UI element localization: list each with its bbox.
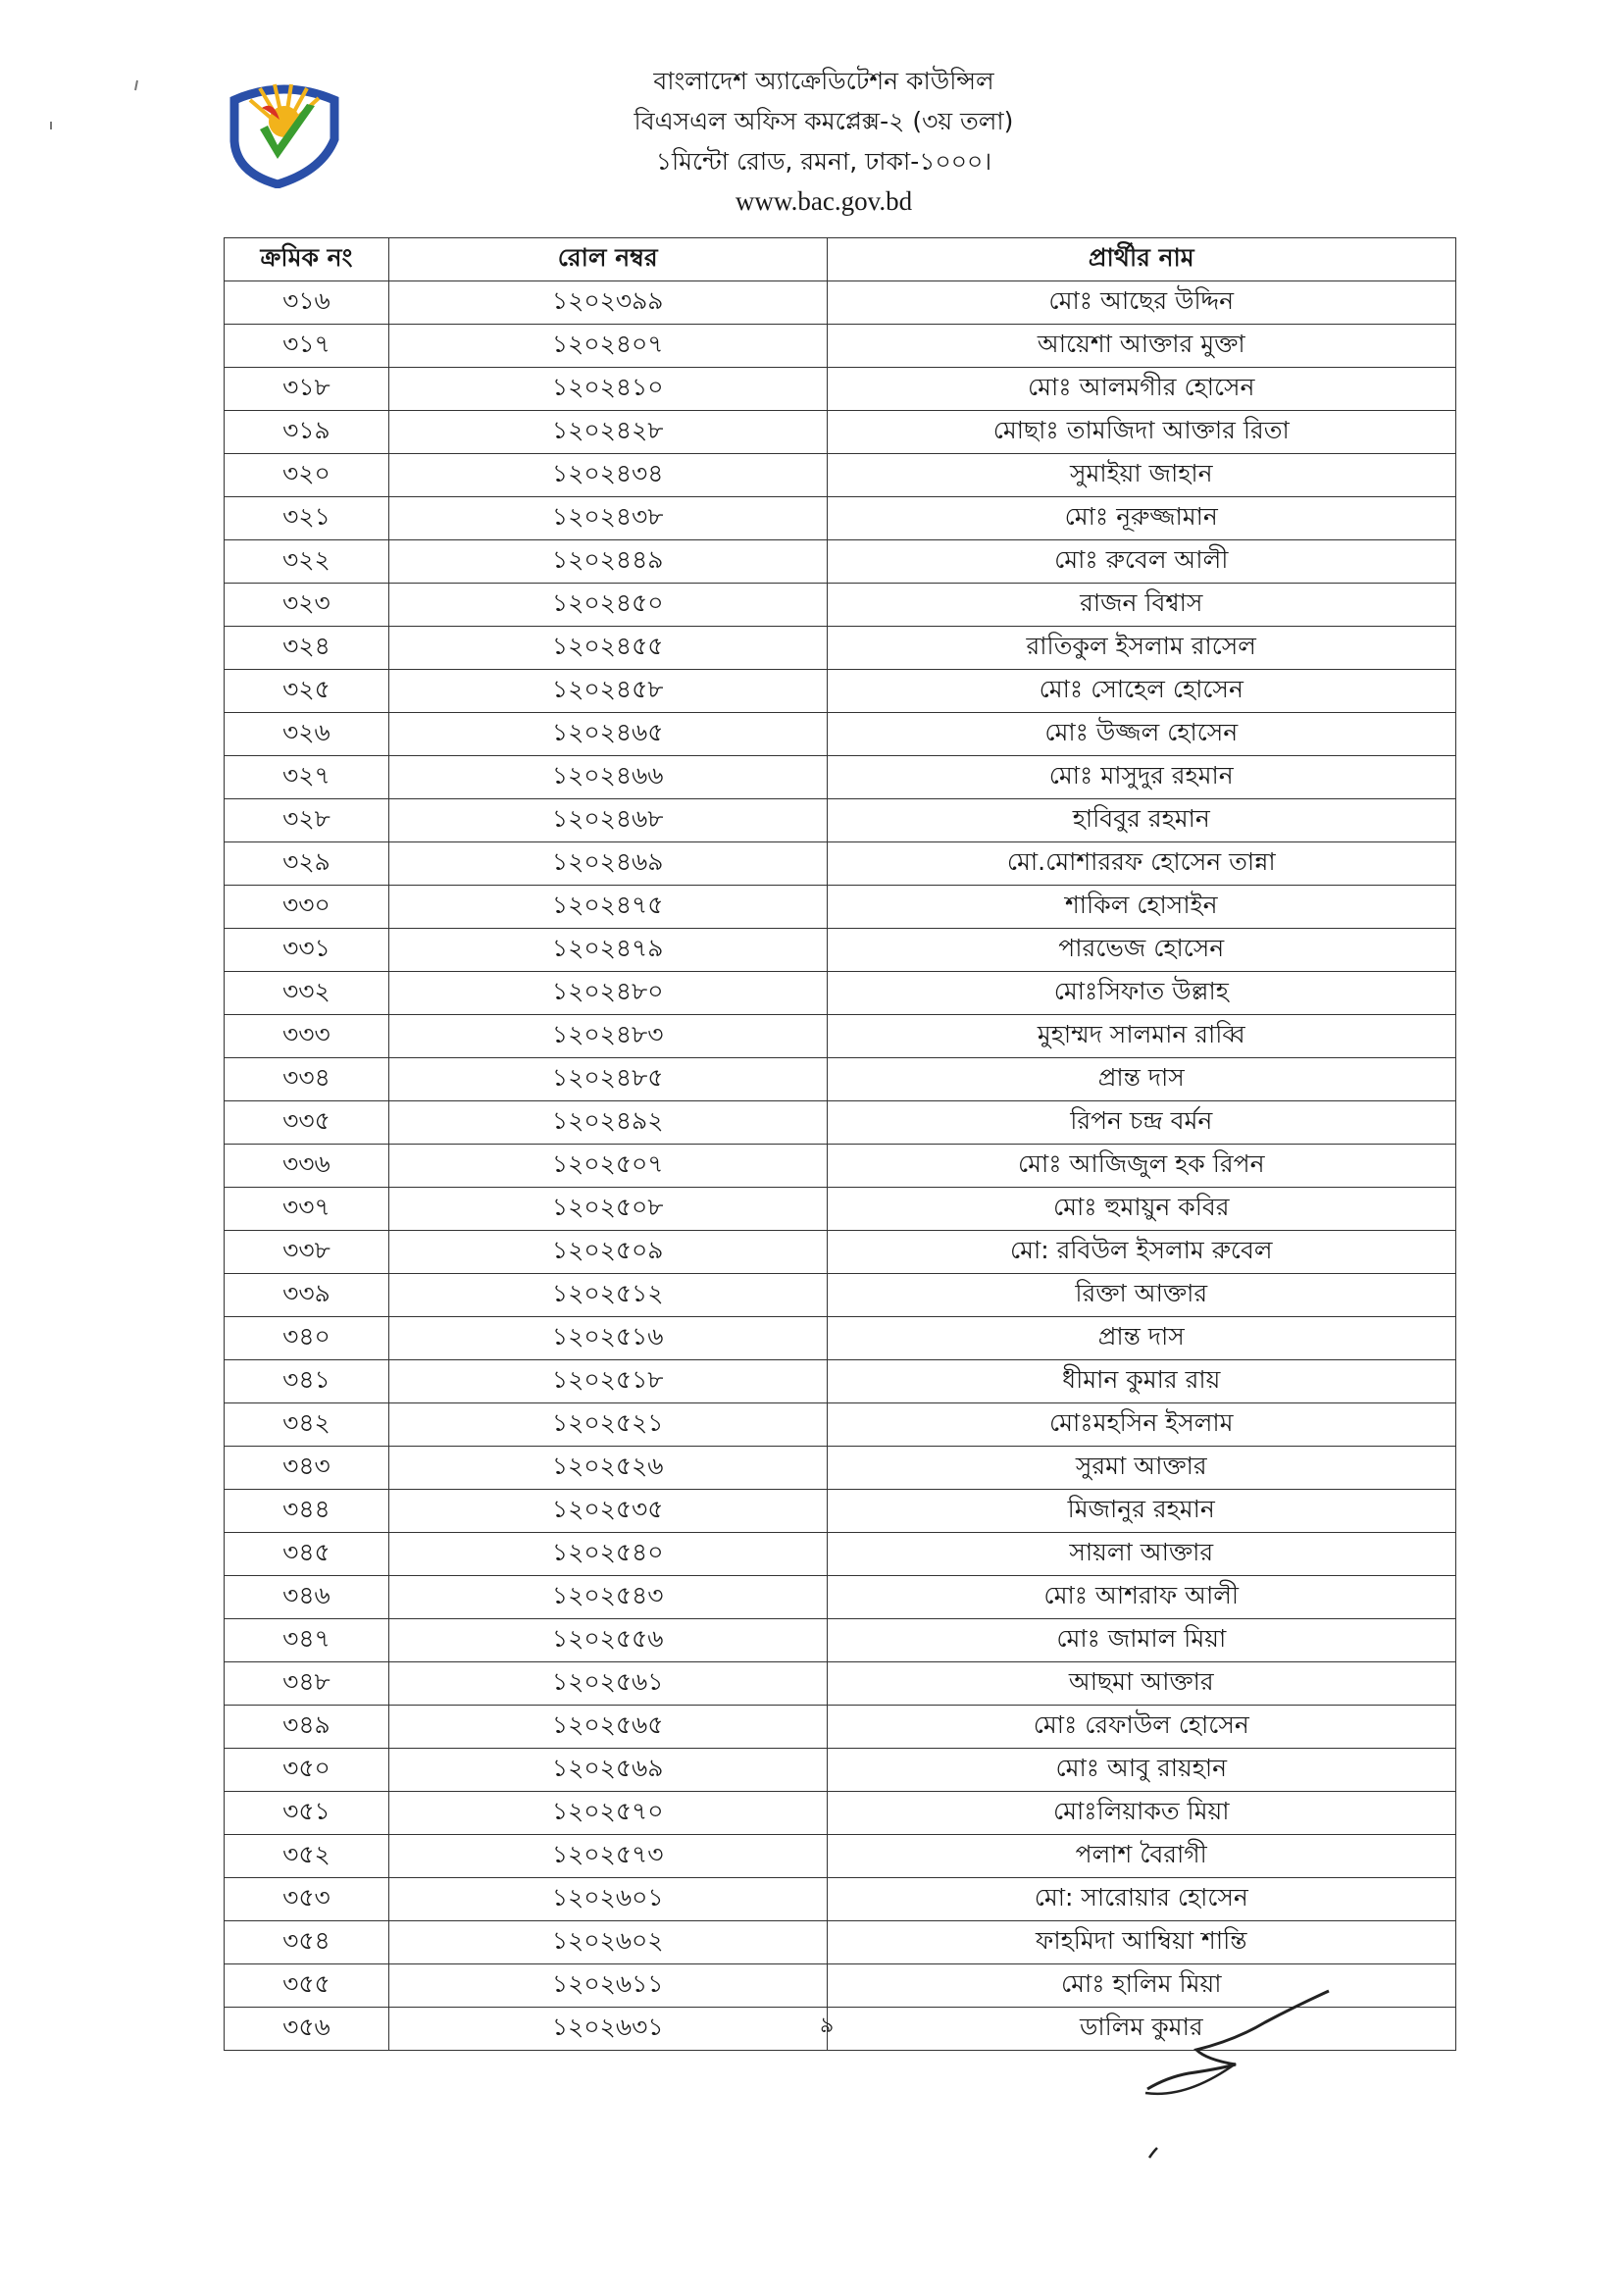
cell-serial: ৩৫১ xyxy=(225,1792,389,1835)
cell-roll: ১২০২৩৯৯ xyxy=(388,281,827,325)
cell-serial: ৩৩৩ xyxy=(225,1015,389,1058)
cell-roll: ১২০২৫৪০ xyxy=(388,1533,827,1576)
cell-serial: ৩৫০ xyxy=(225,1749,389,1792)
cell-candidate-name: পারভেজ হোসেন xyxy=(827,929,1455,972)
cell-serial: ৩৪০ xyxy=(225,1317,389,1360)
cell-candidate-name: রিপন চন্দ্র বর্মন xyxy=(827,1101,1455,1145)
cell-roll: ১২০২৪৩৪ xyxy=(388,454,827,497)
cell-roll: ১২০২৬০১ xyxy=(388,1878,827,1921)
cell-roll: ১২০২৪৬৫ xyxy=(388,713,827,756)
cell-serial: ৩৪১ xyxy=(225,1360,389,1403)
cell-serial: ৩২৪ xyxy=(225,627,389,670)
page-number: ৯ xyxy=(820,2014,835,2038)
cell-roll: ১২০২৪৭৫ xyxy=(388,886,827,929)
cell-serial: ৩২০ xyxy=(225,454,389,497)
cell-serial: ৩৪২ xyxy=(225,1403,389,1447)
cell-roll: ১২০২৪৫০ xyxy=(388,584,827,627)
cell-candidate-name: মোঃলিয়াকত মিয়া xyxy=(827,1792,1455,1835)
cell-roll: ১২০২৫০৭ xyxy=(388,1145,827,1188)
cell-roll: ১২০২৫৩৫ xyxy=(388,1490,827,1533)
cell-candidate-name: মোঃ নূরুজ্জামান xyxy=(827,497,1455,540)
cell-serial: ৩২৫ xyxy=(225,670,389,713)
cell-serial: ৩৪৮ xyxy=(225,1662,389,1706)
cell-roll: ১২০২৬১১ xyxy=(388,1964,827,2008)
cell-roll: ১২০২৪৮৩ xyxy=(388,1015,827,1058)
cell-serial: ৩৩০ xyxy=(225,886,389,929)
cell-candidate-name: মোঃ আছের উদ্দিন xyxy=(827,281,1455,325)
cell-candidate-name: রাতিকুল ইসলাম রাসেল xyxy=(827,627,1455,670)
cell-serial: ৩৪৭ xyxy=(225,1619,389,1662)
cell-candidate-name: প্রান্ত দাস xyxy=(827,1058,1455,1101)
cell-roll: ১২০২৫৭০ xyxy=(388,1792,827,1835)
cell-roll: ১২০২৪৪৯ xyxy=(388,540,827,584)
cell-roll: ১২০২৬০২ xyxy=(388,1921,827,1964)
cell-roll: ১২০২৫০৯ xyxy=(388,1231,827,1274)
cell-serial: ৩৫৬ xyxy=(225,2008,389,2051)
cell-candidate-name: আছমা আক্তার xyxy=(827,1662,1455,1706)
cell-serial: ৩৩৮ xyxy=(225,1231,389,1274)
cell-serial: ৩১৮ xyxy=(225,368,389,411)
cell-candidate-name: মো: রবিউল ইসলাম রুবেল xyxy=(827,1231,1455,1274)
cell-candidate-name: মোঃ মাসুদুর রহমান xyxy=(827,756,1455,799)
cell-candidate-name: মোঃ রুবেল আলী xyxy=(827,540,1455,584)
cell-candidate-name: মোঃ উজ্জল হোসেন xyxy=(827,713,1455,756)
cell-roll: ১২০২৫২১ xyxy=(388,1403,827,1447)
cell-roll: ১২০২৫৬৯ xyxy=(388,1749,827,1792)
cell-serial: ৩৫২ xyxy=(225,1835,389,1878)
cell-serial: ৩৫৩ xyxy=(225,1878,389,1921)
header-name: প্রার্থীর নাম xyxy=(827,238,1455,281)
cell-serial: ৩২৬ xyxy=(225,713,389,756)
cell-roll: ১২০২৪৮৫ xyxy=(388,1058,827,1101)
cell-candidate-name: মোঃ আবু রায়হান xyxy=(827,1749,1455,1792)
cell-roll: ১২০২৫১৮ xyxy=(388,1360,827,1403)
cell-roll: ১২০২৫৭৩ xyxy=(388,1835,827,1878)
website: www.bac.gov.bd xyxy=(735,186,913,216)
address-line-2: ১মিন্টো রোড, রমনা, ঢাকা-১০০০। xyxy=(655,147,992,176)
cell-roll: ১২০২৫৫৬ xyxy=(388,1619,827,1662)
cell-candidate-name: প্রান্ত দাস xyxy=(827,1317,1455,1360)
cell-serial: ৩৪৫ xyxy=(225,1533,389,1576)
cell-roll: ১২০২৪৯২ xyxy=(388,1101,827,1145)
cell-roll: ১২০২৫৬১ xyxy=(388,1662,827,1706)
cell-candidate-name: ফাহমিদা আম্বিয়া শান্তি xyxy=(827,1921,1455,1964)
cell-candidate-name: মুহাম্মদ সালমান রাব্বি xyxy=(827,1015,1455,1058)
cell-candidate-name: রিক্তা আক্তার xyxy=(827,1274,1455,1317)
cell-roll: ১২০২৪৩৮ xyxy=(388,497,827,540)
cell-candidate-name: হাবিবুর রহমান xyxy=(827,799,1455,842)
cell-roll: ১২০২৬৩১ xyxy=(388,2008,827,2051)
cell-serial: ৩২৩ xyxy=(225,584,389,627)
header-roll: রোল নম্বর xyxy=(388,238,827,281)
cell-roll: ১২০২৪২৮ xyxy=(388,411,827,454)
cell-candidate-name: শাকিল হোসাইন xyxy=(827,886,1455,929)
cell-serial: ৩১৬ xyxy=(225,281,389,325)
cell-candidate-name: ধীমান কুমার রায় xyxy=(827,1360,1455,1403)
cell-roll: ১২০২৫৬৫ xyxy=(388,1706,827,1749)
cell-serial: ৩৩৭ xyxy=(225,1188,389,1231)
cell-serial: ৩৩৪ xyxy=(225,1058,389,1101)
cell-candidate-name: ডালিম কুমার xyxy=(827,2008,1455,2051)
cell-serial: ৩৩৫ xyxy=(225,1101,389,1145)
cell-roll: ১২০২৫২৬ xyxy=(388,1447,827,1490)
cell-roll: ১২০২৫৪৩ xyxy=(388,1576,827,1619)
cell-candidate-name: সুরমা আক্তার xyxy=(827,1447,1455,1490)
cell-roll: ১২০২৪৫৫ xyxy=(388,627,827,670)
cell-serial: ৩২৭ xyxy=(225,756,389,799)
cell-candidate-name: মোঃ আশরাফ আলী xyxy=(827,1576,1455,1619)
cell-candidate-name: মোছাঃ তামজিদা আক্তার রিতা xyxy=(827,411,1455,454)
header-serial: ক্রমিক নং xyxy=(225,238,389,281)
cell-serial: ৩৫৪ xyxy=(225,1921,389,1964)
cell-candidate-name: সুমাইয়া জাহান xyxy=(827,454,1455,497)
cell-candidate-name: মোঃ হুমায়ুন কবির xyxy=(827,1188,1455,1231)
cell-serial: ৩৩৬ xyxy=(225,1145,389,1188)
cell-candidate-name: রাজন বিশ্বাস xyxy=(827,584,1455,627)
cell-candidate-name: মোঃ আজিজুল হক রিপন xyxy=(827,1145,1455,1188)
cell-roll: ১২০২৪৭৯ xyxy=(388,929,827,972)
cell-candidate-name: মোঃসিফাত উল্লাহ xyxy=(827,972,1455,1015)
cell-serial: ৩১৭ xyxy=(225,325,389,368)
cell-serial: ৩৪৩ xyxy=(225,1447,389,1490)
cell-serial: ৩২৮ xyxy=(225,799,389,842)
cell-serial: ৩২১ xyxy=(225,497,389,540)
org-name: বাংলাদেশ অ্যাক্রেডিটেশন কাউন্সিল xyxy=(653,67,994,95)
cell-serial: ৩৩১ xyxy=(225,929,389,972)
cell-candidate-name: মোঃমহসিন ইসলাম xyxy=(827,1403,1455,1447)
cell-serial: ৩৫৫ xyxy=(225,1964,389,2008)
cell-candidate-name: মোঃ সোহেল হোসেন xyxy=(827,670,1455,713)
cell-candidate-name: মিজানুর রহমান xyxy=(827,1490,1455,1533)
cell-roll: ১২০২৪১০ xyxy=(388,368,827,411)
cell-candidate-name: পলাশ বৈরাগী xyxy=(827,1835,1455,1878)
cell-roll: ১২০২৪৬৯ xyxy=(388,842,827,886)
cell-roll: ১২০২৫১২ xyxy=(388,1274,827,1317)
cell-roll: ১২০২৪৫৮ xyxy=(388,670,827,713)
cell-serial: ৩৪৪ xyxy=(225,1490,389,1533)
cell-candidate-name: মোঃ জামাল মিয়া xyxy=(827,1619,1455,1662)
cell-roll: ১২০২৪০৭ xyxy=(388,325,827,368)
cell-serial: ৩২২ xyxy=(225,540,389,584)
cell-candidate-name: মো: সারোয়ার হোসেন xyxy=(827,1878,1455,1921)
cell-candidate-name: মো.মোশাররফ হোসেন তান্না xyxy=(827,842,1455,886)
cell-serial: ৩৩২ xyxy=(225,972,389,1015)
cell-serial: ৩৪৬ xyxy=(225,1576,389,1619)
address-line-1: বিএসএল অফিস কমপ্লেক্স-২ (৩য় তলা) xyxy=(634,107,1014,135)
cell-candidate-name: সায়লা আক্তার xyxy=(827,1533,1455,1576)
cell-serial: ৩১৯ xyxy=(225,411,389,454)
cell-candidate-name: মোঃ আলমগীর হোসেন xyxy=(827,368,1455,411)
cell-candidate-name: মোঃ হালিম মিয়া xyxy=(827,1964,1455,2008)
cell-serial: ৩৩৯ xyxy=(225,1274,389,1317)
cell-roll: ১২০২৫১৬ xyxy=(388,1317,827,1360)
cell-serial: ৩৪৯ xyxy=(225,1706,389,1749)
cell-candidate-name: মোঃ রেফাউল হোসেন xyxy=(827,1706,1455,1749)
cell-serial: ৩২৯ xyxy=(225,842,389,886)
cell-roll: ১২০২৪৮০ xyxy=(388,972,827,1015)
cell-roll: ১২০২৫০৮ xyxy=(388,1188,827,1231)
cell-candidate-name: আয়েশা আক্তার মুক্তা xyxy=(827,325,1455,368)
cell-roll: ১২০২৪৬৮ xyxy=(388,799,827,842)
cell-roll: ১২০২৪৬৬ xyxy=(388,756,827,799)
